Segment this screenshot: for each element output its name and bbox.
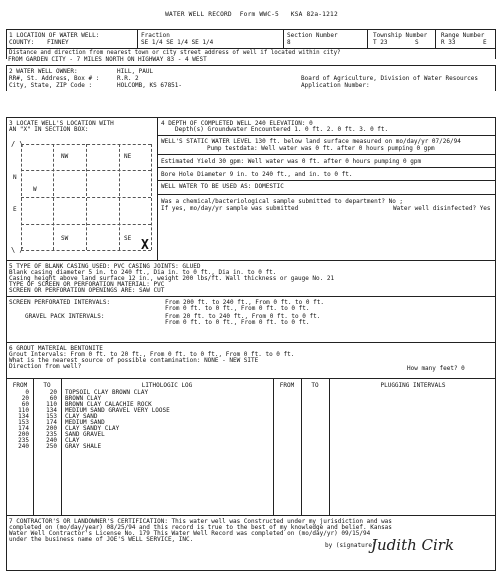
s1-label: 1 LOCATION OF WATER WELL:: [9, 32, 100, 39]
s4-pump: Pump testdata: Well water was 0 ft. after 0 hours pumping 0 gpm: [207, 145, 435, 152]
s6-line2: Grout Intervals: From 0 ft. to 20 ft., From 0 ft. to 0 ft., From 0 ft. to 0 ft.: [9, 351, 295, 358]
s4-use: WELL WATER TO BE USED AS: DOMESTIC: [161, 183, 284, 190]
s2-city-label: City, State, ZIP Code :: [9, 82, 93, 89]
s2-addr-label: RR#, St. Address, Box # :: [9, 75, 100, 82]
log-desc: TOPSOIL CLAY BROWN CLAY: [65, 389, 149, 396]
s7-line1: 7 CONTRACTOR'S OR LANDOWNER'S CERTIFICATION: This water well was Constructed under my jurisdiction and was: [9, 518, 392, 525]
log-header-from: FROM: [12, 382, 28, 389]
log-from: 235: [18, 437, 29, 444]
log-to: 60: [49, 395, 57, 402]
form-ksa: KSA 82a-1212: [290, 11, 338, 18]
s3-label: 3 LOCATE WELL'S LOCATION WITH: [9, 120, 114, 127]
log-to: 200: [46, 425, 57, 432]
s2-label: 2 WATER WELL OWNER:: [9, 68, 78, 75]
s5-line5: SCREEN OR PERFORATION OPENINGS ARE: SAW CUT: [9, 287, 165, 294]
quadrant-se: SE: [124, 235, 132, 242]
s5-line4: TYPE OF SCREEN OR PERFORATION MATERIAL: PVC: [9, 281, 165, 288]
s1-distance: FROM GARDEN CITY - 7 MILES NORTH ON HIGHWAY 83 - 4 WEST: [8, 56, 207, 63]
log-from: 240: [18, 443, 29, 450]
log-from: 110: [18, 407, 29, 414]
quadrant-sw: SW: [61, 235, 69, 242]
log-header-from2: FROM: [279, 382, 295, 389]
s4-disinfected: Water well disinfected? Yes: [393, 205, 491, 212]
s4-yield: Estimated Yield 30 gpm: Well water was 0 ft. after 0 hours pumping 0 gpm: [161, 158, 422, 165]
log-desc: GRAY SHALE: [65, 443, 102, 450]
log-header-to: TO: [43, 382, 51, 389]
s6-feet: How many feet? 0: [407, 365, 465, 372]
s3-label2: AN "X" IN SECTION BOX:: [9, 126, 89, 133]
s1-range-dir: E: [483, 39, 487, 46]
log-desc: CLAY SANDY CLAY: [65, 425, 120, 432]
quadrant-nw: NW: [61, 153, 69, 160]
s4-chem2: If yes, mo/day/yr sample was submitted: [161, 205, 299, 212]
log-from: 20: [21, 395, 29, 402]
log-to: 153: [46, 413, 57, 420]
s6-line4: Direction from well?: [9, 363, 82, 370]
s4-bore: Bore Hole Diameter 9 in. to 240 ft., and in. to 0 ft.: [161, 171, 353, 178]
log-to: 20: [49, 389, 57, 396]
log-from: 60: [21, 401, 29, 408]
s1-distance-question: Distance and direction from nearest town or city street address of well if located within city?: [9, 50, 341, 56]
log-header-to2: TO: [311, 382, 319, 389]
s4-static: WELL'S STATIC WATER LEVEL 130 ft. below land surface measured on mo/day/yr 07/26/94: [161, 138, 461, 145]
s7-line3: Water Well Contractor's License No. 179 This Water Well Record was completed on (mo/day/yr) 09/15/94: [9, 530, 371, 537]
log-desc: BROWN CLAY CALACHIE ROCK: [65, 401, 152, 408]
s1-township-label: Township Number: [373, 32, 428, 39]
section-box: / \ \ / NW NE SW SE N W E X: [11, 140, 153, 254]
form-number: Form WWC-5: [239, 11, 279, 18]
log-to: 235: [46, 431, 57, 438]
log-to: 240: [46, 437, 57, 444]
s2-owner: HILL, PAUL: [117, 68, 154, 75]
s1-county: FINNEY: [47, 39, 69, 46]
s1-range-label: Range Number: [441, 32, 485, 39]
log-from: 153: [18, 419, 29, 426]
log-desc: SAND GRAVEL: [65, 431, 105, 438]
s1-fraction-label: Fraction: [141, 32, 170, 39]
s5-screen1: From 200 ft. to 240 ft., From 0 ft. to 0 ft.: [165, 299, 324, 306]
log-desc: CLAY: [65, 437, 80, 444]
log-desc: MEDIUM SAND: [65, 419, 105, 426]
section-6-grout: [6, 342, 496, 378]
log-to: 134: [46, 407, 57, 414]
well-location-x: X: [141, 238, 149, 253]
log-from: 0: [25, 389, 29, 396]
compass-n: N: [13, 174, 17, 181]
s5-screen2: From 0 ft. to 0 ft., From 0 ft. to 0 ft.: [165, 305, 310, 312]
s2-app-no: Application Number:: [301, 82, 370, 89]
section-3-4: [6, 117, 496, 260]
s6-line3: What is the nearest source of possible contamination: NONE - NEW SITE: [9, 357, 259, 364]
section-5-casing: [6, 260, 496, 342]
form-title: WATER WELL RECORD: [165, 11, 232, 18]
s6-line1: 6 GROUT MATERIAL BENTONITE: [9, 345, 103, 352]
s4-depth: 4 DEPTH OF COMPLETED WELL 240 ELEVATION: 0: [161, 120, 313, 127]
section-1-location: [6, 29, 496, 59]
s5-gravel-label: GRAVEL PACK INTERVALS:: [25, 313, 105, 320]
s2-addr: R.R. 2: [117, 75, 139, 82]
log-header-plugging: PLUGGING INTERVALS: [380, 382, 446, 389]
s4-groundwater: Depth(s) Groundwater Encountered 1. 0 ft. 2. 0 ft. 3. 0 ft.: [175, 126, 389, 133]
log-to: 250: [46, 443, 57, 450]
s1-fraction: SE 1/4 SE 1/4 SE 1/4: [141, 39, 214, 46]
log-from: 200: [18, 431, 29, 438]
log-desc: MEDIUM SAND GRAVEL VERY LOOSE: [65, 407, 170, 414]
s7-by-signature: by (signature): [325, 542, 376, 549]
section-7-certification: [6, 515, 496, 571]
s7-line2: completed on (mo/day/year) 08/25/94 and this record is true to the best of my knowledge and belief. Kansas: [9, 524, 392, 531]
form-header: [0, 11, 503, 19]
quadrant-ne: NE: [124, 153, 132, 160]
s5-line1: 5 TYPE OF BLANK CASING USED: PVC CASING JOINTS: GLUED: [9, 263, 201, 270]
s5-line3: Casing height above land surface 12 in., weight 200 lbs/ft. Wall thickness or gauge No. 21: [9, 275, 335, 282]
s4-chem1: Was a chemical/bacteriological sample submitted to department? No ;: [161, 198, 404, 205]
log-to: 174: [46, 419, 57, 426]
log-to: 110: [46, 401, 57, 408]
s5-gravel2: From 0 ft. to 0 ft., From 0 ft. to 0 ft.: [165, 319, 310, 326]
s2-board: Board of Agriculture, Division of Water Resources: [301, 75, 479, 82]
log-header-litho: LITHOLOGIC LOG: [141, 382, 193, 389]
s7-signature: Judith Cirk: [371, 536, 455, 554]
s7-line4: under the business name of JOE'S WELL SERVICE, INC.: [9, 536, 194, 543]
s1-county-label: COUNTY:: [9, 39, 35, 46]
compass-w: W: [33, 186, 37, 193]
log-desc: CLAY SAND: [65, 413, 98, 420]
lithologic-log-table: [6, 378, 496, 515]
s1-township-dir: S: [415, 39, 419, 46]
s5-gravel1: From 20 ft. to 240 ft., From 0 ft. to 0 ft.: [165, 313, 321, 320]
s1-section-label: Section Number: [287, 32, 338, 39]
log-from: 174: [18, 425, 29, 432]
s5-line2: Blank casing diameter 5 in. to 240 ft., Dia in. to 0 ft., Dia in. to 0 ft.: [9, 269, 277, 276]
log-desc: BROWN CLAY: [65, 395, 102, 402]
s2-city: HOLCOMB, KS 67851-: [117, 82, 183, 89]
section-2-owner: [6, 65, 496, 91]
log-from: 134: [18, 413, 29, 420]
s1-range: R 33: [441, 39, 456, 46]
compass-e: E: [13, 206, 17, 213]
s1-township: T 23: [373, 39, 388, 46]
s5-screen-label: SCREEN PERFORATED INTERVALS:: [9, 299, 111, 306]
s1-section: 8: [287, 39, 291, 46]
